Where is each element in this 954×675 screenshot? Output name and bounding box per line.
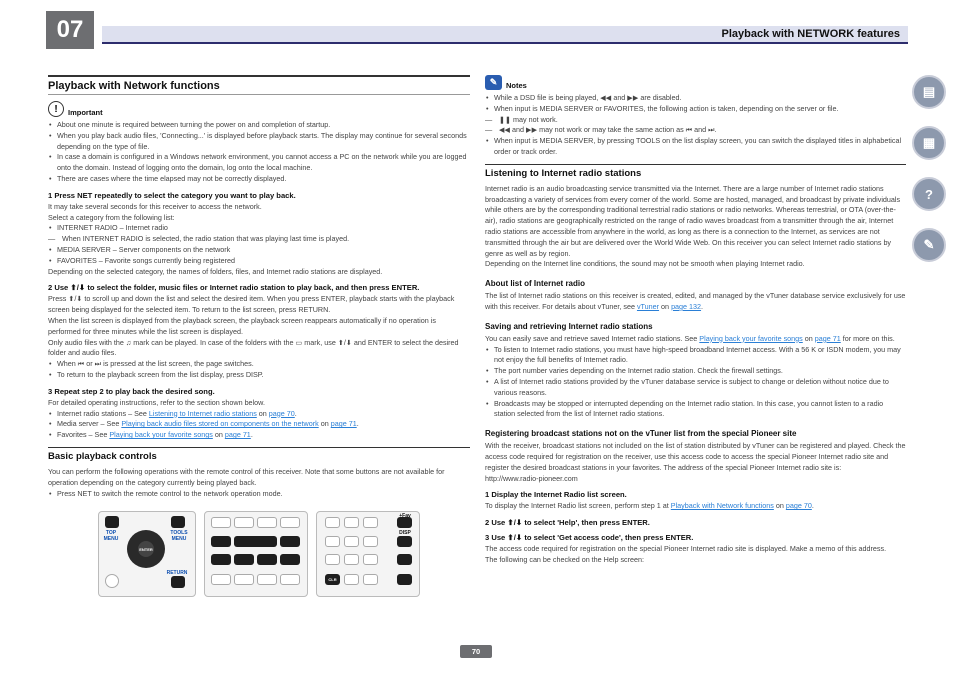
important-label: Important [68,108,103,117]
link-page[interactable]: page 71 [814,333,841,343]
stop-button[interactable] [280,536,300,547]
text: on [802,333,815,343]
step-2-list [48,359,470,381]
previous-button[interactable] [211,554,231,565]
paragraph: Select a category from the following list: [48,212,175,222]
list-item: — ◀◀ and ▶▶ may not work or may take the same action as ⏮ and ⏭. [485,125,906,136]
link-vtuner[interactable]: vTuner [636,301,660,311]
header-bar [102,26,908,44]
list-item: • When input is MEDIA SERVER, by pressing TOOLS on the list display screen, you can switch the displayed titles in alphabetical order or track order. [485,136,906,158]
paragraph: Depending on the selected category, the names of folders, files, and Internet radio stations are displayed. [48,266,383,276]
enter-button[interactable]: ENTER [138,541,154,557]
link-page[interactable]: page 71 [224,430,251,440]
list-item [48,419,470,430]
play-button[interactable] [234,536,277,547]
side-navigation [912,75,952,279]
basic-list [48,489,470,500]
remote-button[interactable] [105,574,119,588]
section-title: Basic playback controls [48,447,470,462]
text: To display the Internet Radio list screen, perform step 1 at [485,501,671,511]
list-item: • To listen to Internet radio stations, you must have high-speed broadband Internet access. With a 56 K or ISDN modem, you may not enjoy the full benefits of Internet radio. [485,345,906,367]
step-3-title: 3 Repeat step 2 to play back the desired song. [48,386,215,396]
link-page[interactable]: page 70 [785,501,812,511]
tools-button[interactable] [171,516,185,528]
list-item [48,430,470,441]
radio-display-icon[interactable]: ▦ [912,126,946,160]
step-3-title: 3 Use ⬆/⬇ to select 'Get access code', then press ENTER. [485,533,694,543]
disp-button[interactable] [397,536,412,547]
subsection-title: Saving and retrieving Internet radio stations [485,321,653,331]
return-button[interactable] [171,576,185,588]
tools-icon[interactable]: ✎ [912,228,946,262]
remote-button[interactable] [234,574,254,585]
text: on [659,301,672,311]
text: Internet radio stations – See [57,408,149,418]
paragraph: Depending on the Internet line conditions, the sound may not be smooth when playing Internet radio. [485,259,805,269]
category-list [48,223,470,266]
important-header [48,101,470,117]
number-button[interactable] [325,536,340,547]
paragraph: When the list screen is displayed from the playback screen, the playback screen reappears automatically if no operation is performed for three minutes while the list screen is displayed. [48,315,436,336]
link-page[interactable]: page 70 [268,408,295,418]
important-icon: ! [48,101,64,117]
top-menu-label: TOP MENU [103,530,119,543]
link-playing-audio-files[interactable]: Playing back audio files stored on components on the network [121,419,319,429]
tools-menu-label: TOOLS MENU [170,530,188,543]
direction-pad[interactable] [127,530,165,568]
remote-button[interactable] [211,517,231,528]
text: on [256,408,269,418]
section-title: Listening to Internet radio stations [485,164,906,179]
list-item: • Broadcasts may be stopped or interrupted depending on the Internet radio station. In this case, you cannot listen to a radio station selected from the list of Internet radio stations. [485,399,906,421]
paragraph: With the receiver, broadcast stations not included on the list of station distributed by vTuner can be registered and played. Check the access code required for registration on the receiver, use this access code to access the special Pioneer Internet radio site and register the desired broadcast stations in your favorites. The address of the special Pioneer Internet radio site is: [485,441,906,472]
paragraph: For detailed operating instructions, refer to the section shown below. [48,397,265,407]
book-icon[interactable]: ▤ [912,75,946,109]
number-button[interactable] [344,517,359,528]
header-title: Playback with NETWORK features [721,28,900,40]
text: . [811,501,814,511]
list-item: — When INTERNET RADIO is selected, the radio station that was playing last time is played. [48,234,470,245]
clr-button[interactable]: CLR [325,574,340,585]
link-favorite-songs[interactable]: Playing back your favorite songs [699,333,803,343]
left-column [48,75,470,597]
remote-nav-section [98,511,196,597]
list-item: • When you play back audio files, 'Connecting...' is displayed before playback starts. The display may continue for several seconds depending on the type of file. [48,131,470,153]
paragraph: Press ⬆/⬇ to scroll up and down the list and select the desired item. When you press ENTER, playback starts with the playback screen being displayed for the selected item. To return to the list screen, press RETURN. [48,294,455,315]
text: on [773,501,786,511]
paragraph [485,291,906,313]
list-item: • In case a domain is configured in a Windows network environment, you cannot access a PC on the network while you are logged onto the domain. Instead of logging onto the domain, log onto the local machine. [48,152,470,174]
list-item: • MEDIA SERVER – Server components on the network [48,245,470,256]
number-button[interactable] [363,554,378,565]
notes-label: Notes [506,81,527,90]
remote-button[interactable] [280,574,300,585]
paragraph: Internet radio is an audio broadcasting service transmitted via the Internet. There are a large number of Internet radio stations broadcasting a variety of services from every corner of the world. Some are hosted, managed, and broadcast by private individuals while others are by the corresponding traditional terrestrial radio stations or radio networks. Whereas terrestrial, or OTA (over-the-air), radio stations are geographically restricted on the range of radio waves broadcast from a transmitter through the air, Internet radio stations are accessible from anywhere in the world, as long as there is a connection to the Internet, as services are not transmitted through the air but are delivered over the World Wide Web. On this receiver you can select Internet radio stations by genre as well as by region. [485,183,901,258]
step-1-title: 1 Display the Internet Radio list screen. [485,490,627,500]
list-item: • Press NET to switch the remote control to the network operation mode. [48,489,470,500]
remote-button[interactable] [257,574,277,585]
list-item: • When ⏮ or ⏭ is pressed at the list screen, the page switches. [48,359,470,370]
paragraph: You can perform the following operations with the remote control of this receiver. Note that some buttons are not available for operation depending on the category currently being played back. [48,466,445,487]
right-column [485,75,906,566]
notes-icon: ✎ [485,75,502,90]
url-text: http://www.radio-pioneer.com [485,473,578,483]
list-item: • The port number varies depending on the Internet radio station. Check the firewall settings. [485,366,906,377]
link-page[interactable]: page 71 [330,419,357,429]
paragraph: Only audio files with the ♫ mark can be played. In case of the folders with the ▭ mark, use ⬆/⬇ and ENTER to select the desired folder and audio files. [48,337,459,358]
fast-forward-button[interactable] [280,554,300,565]
list-item [48,409,470,420]
remote-button[interactable] [234,517,254,528]
repeat-button[interactable] [397,554,412,565]
text: on [318,419,331,429]
saving-list [485,345,906,421]
text: on [212,430,225,440]
link-listening-internet-radio[interactable]: Listening to Internet radio stations [148,408,257,418]
paragraph [485,334,906,345]
notes-header [485,75,906,90]
page-number: 70 [460,645,492,658]
list-item: • INTERNET RADIO – Internet radio [48,223,470,234]
number-button[interactable] [344,536,359,547]
notes-list [485,93,906,158]
number-button[interactable] [363,536,378,547]
list-item: • A list of Internet radio stations provided by the vTuner database service is subject to change or deletion without notice due to various reasons. [485,377,906,399]
step-1-title: 1 Press NET repeatedly to select the category you want to play back. [48,190,296,200]
number-button[interactable] [344,574,359,585]
remote-transport-section [204,511,308,597]
rewind-button[interactable] [257,554,277,565]
list-item: • When input is MEDIA SERVER or FAVORITES, the following action is taken, depending on the server or file. [485,104,906,115]
list-item: • About one minute is required between turning the power on and completion of startup. [48,120,470,131]
text: . [701,301,704,311]
pause-button[interactable] [211,536,231,547]
paragraph: It may take several seconds for this receiver to access the network. [48,201,262,211]
remote-control-illustration [98,511,420,597]
text: Favorites – See [57,430,110,440]
next-button[interactable] [234,554,254,565]
text: for more on this. [840,333,895,343]
remote-button[interactable] [257,517,277,528]
number-button[interactable] [325,554,340,565]
link-page[interactable]: page 132 [671,301,702,311]
text: . [356,419,359,429]
list-item: • There are cases where the time elapsed may not be correctly displayed. [48,174,470,185]
step-2-title: 2 Use ⬆/⬇ to select the folder, music files or Internet radio station to play back, and then press ENTER. [48,283,420,293]
chapter-number: 07 [46,11,94,49]
subsection-title: Registering broadcast stations not on the vTuner list from the special Pioneer site [485,429,797,439]
remote-number-section [316,511,420,597]
subsection-title: About list of Internet radio [485,279,585,289]
remote-button[interactable] [211,574,231,585]
text: . [294,408,297,418]
step-2-title: 2 Use ⬆/⬇ to select 'Help', then press ENTER. [485,518,650,528]
number-button[interactable] [325,517,340,528]
remote-button[interactable] [280,517,300,528]
question-icon[interactable]: ? [912,177,946,211]
list-item: • While a DSD file is being played, ◀◀ and ▶▶ are disabled. [485,93,906,104]
list-item: • FAVORITES – Favorite songs currently being registered [48,256,470,267]
list-item: — ❚❚ may not work. [485,115,906,126]
link-playback-network[interactable]: Playback with Network functions [670,501,774,511]
important-list [48,120,470,185]
list-item: • To return to the playback screen from the list display, press DISP. [48,370,470,381]
paragraph [485,501,906,512]
text: The list of Internet radio stations on this receiver is created, edited, and managed by the vTuner database service exclusively for use with this receiver. For details about vTuner, see [485,291,906,311]
link-favorite-songs[interactable]: Playing back your favorite songs [109,430,213,440]
text: Media server – See [57,419,122,429]
text: You can easily save and retrieve saved Internet radio stations. See [485,333,700,343]
number-button[interactable] [363,574,378,585]
text: . [250,430,253,440]
disp-label: DISP [399,530,411,537]
paragraph: The access code required for registration on the special Pioneer Internet radio site is displayed. Make a memo of this address. [485,544,887,554]
return-label: RETURN [166,570,188,577]
number-button[interactable] [344,554,359,565]
number-button[interactable] [363,517,378,528]
shuffle-button[interactable] [397,574,412,585]
fav-label: +Fav [399,513,411,520]
section-title: Playback with Network functions [48,75,470,95]
reference-list [48,409,470,441]
paragraph: The following can be checked on the Help screen: [485,554,645,564]
top-menu-button[interactable] [105,516,119,528]
